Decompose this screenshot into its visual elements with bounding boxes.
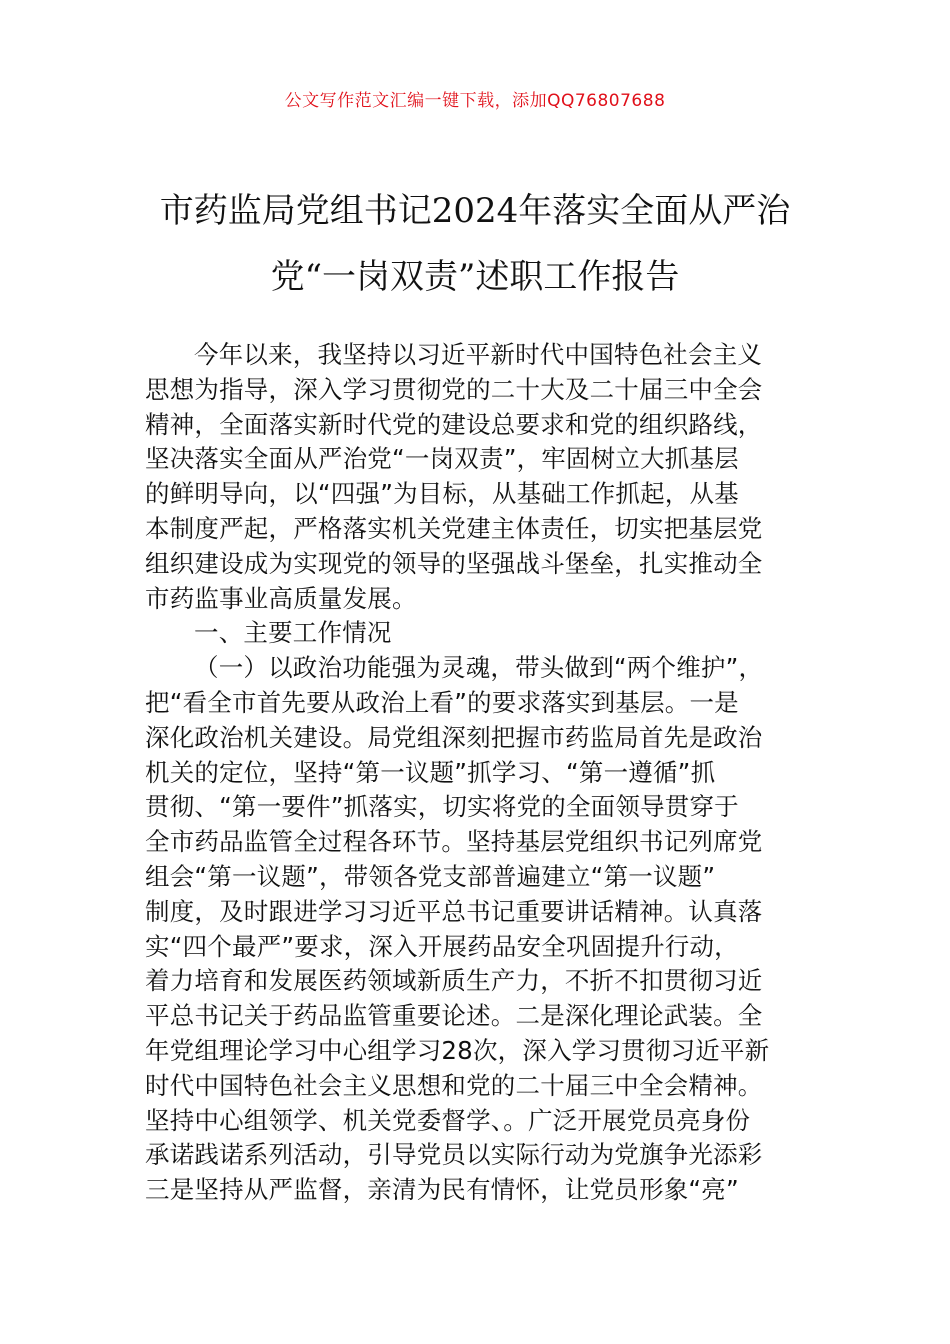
paragraph-line: 制度，及时跟进学习习近平总书记重要讲话精神。认真落	[145, 896, 763, 926]
paragraph-line: 本制度严起，严格落实机关党建主体责任，切实把基层党	[145, 513, 763, 543]
paragraph-line: 坚决落实全面从严治党“一岗双责”，牢固树立大抓基层	[145, 444, 739, 474]
paragraph-line: 组织建设成为实现党的领导的坚强战斗堡垒，扎实推动全	[145, 548, 763, 578]
paragraph-line: 精神，全面落实新时代党的建设总要求和党的组织路线，	[145, 409, 763, 439]
paragraph-line: 坚持中心组领学、机关党委督学、。广泛开展党员亮身份	[145, 1105, 751, 1135]
paragraph-line: 着力培育和发展医药领域新质生产力，不折不扣贯彻习近	[145, 966, 763, 996]
paragraph-line: 年党组理论学习中心组学习28次，深入学习贯彻习近平新	[145, 1035, 770, 1065]
paragraph-line: 今年以来，我坚持以习近平新时代中国特色社会主义	[194, 340, 763, 369]
paragraph-line: 贯彻、“第一要件”抓落实，切实将党的全面领导贯穿于	[145, 792, 739, 822]
paragraph-line: 三是坚持从严监督，亲清为民有情怀，让党员形象“亮”	[145, 1175, 739, 1205]
paragraph-line: 实“四个最严”要求，深入开展药品安全巩固提升行动，	[145, 931, 739, 961]
paragraph-line: 承诺践诺系列活动，引导党员以实际行动为党旗争光添彩	[145, 1140, 763, 1170]
paragraph-line: 机关的定位，坚持“第一议题”抓学习、“第一遵循”抓	[145, 757, 716, 787]
paragraph-line: 全市药品监管全过程各环节。坚持基层党组织书记列席党	[145, 827, 763, 857]
paragraph-line: 时代中国特色社会主义思想和党的二十届三中全会精神。	[145, 1070, 763, 1100]
title-line-1: 市药监局党组书记2024年落实全面从严治	[159, 191, 791, 231]
paragraph-line: 深化政治机关建设。局党组深刻把握市药监局首先是政治	[145, 722, 763, 752]
paragraph-line: 平总书记关于药品监管重要论述。二是深化理论武装。全	[145, 1001, 763, 1031]
paragraph-line: 思想为指导，深入学习贯彻党的二十大及二十届三中全会	[145, 374, 763, 404]
header-note: 公文写作范文汇编一键下载，添加QQ76807688	[284, 91, 666, 111]
title-line-2: 党“一岗双责”述职工作报告	[270, 257, 680, 297]
paragraph-line: 市药监事业高质量发展。	[145, 583, 417, 613]
paragraph-line: 组会“第一议题”，带领各党支部普遍建立“第一议题”	[145, 861, 716, 891]
document-body	[145, 338, 810, 1208]
document-title	[110, 178, 840, 310]
paragraph-line: 的鲜明导向，以“四强”为目标，从基础工作抓起，从基	[145, 479, 739, 509]
paragraph-line: （一）以政治功能强为灵魂，带头做到“两个维护”，	[194, 653, 764, 683]
section-heading: 一、主要工作情况	[194, 618, 392, 648]
paragraph-line: 把“看全市首先要从政治上看”的要求落实到基层。一是	[145, 687, 739, 717]
